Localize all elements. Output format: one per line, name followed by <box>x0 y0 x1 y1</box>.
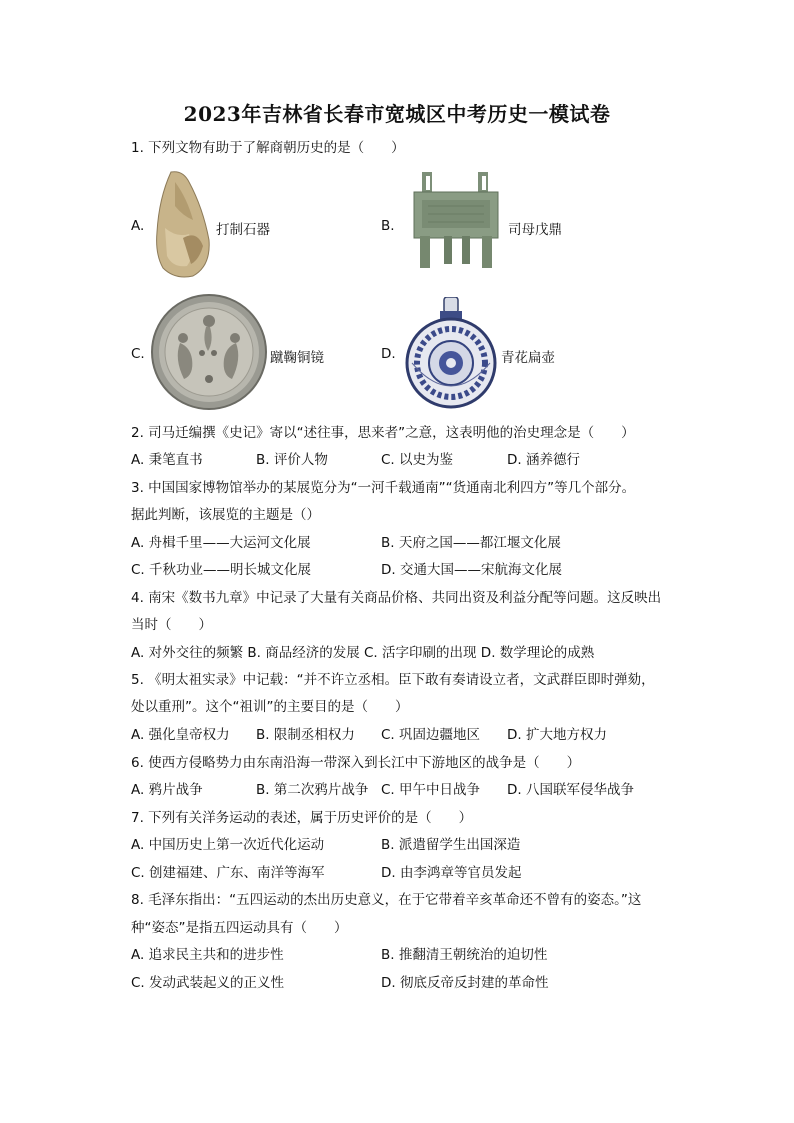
option-a-caption: 打制石器 <box>216 222 270 238</box>
q3-option-d: D. 交通大国——宋航海文化展 <box>381 562 562 578</box>
q3-option-c: C. 千秋功业——明长城文化展 <box>131 562 312 578</box>
q3-option-a: A. 舟楫千里——大运河文化展 <box>131 535 311 551</box>
question-4-stem-line1: 4. 南宋《数书九章》中记录了大量有关商品价格、共同出资及利益分配等问题。这反映出 <box>131 590 662 606</box>
question-8-stem-line2: 种“姿态”是指五四运动具有（ ） <box>131 920 348 936</box>
option-c-caption: 蹴鞠铜镜 <box>270 350 324 366</box>
q7-option-c: C. 创建福建、广东、南洋等海军 <box>131 865 325 881</box>
q4-options: A. 对外交往的频繁 B. 商品经济的发展 C. 活字印刷的出现 D. 数学理论的成熟 <box>131 645 595 661</box>
question-3-stem-line2: 据此判断，该展览的主题是（） <box>131 507 320 523</box>
q3-option-b: B. 天府之国——都江堰文化展 <box>381 535 561 551</box>
question-6-stem: 6. 使西方侵略势力由东南沿海一带深入到长江中下游地区的战争是（ ） <box>131 755 581 771</box>
q2-option-a: A. 秉笔直书 <box>131 452 203 468</box>
q2-option-d: D. 涵养德行 <box>507 452 580 468</box>
q2-option-c: C. 以史为鉴 <box>381 452 454 468</box>
q5-option-d: D. 扩大地方权力 <box>507 727 607 743</box>
q7-option-d: D. 由李鸿章等官员发起 <box>381 865 522 881</box>
q5-option-c: C. 巩固边疆地区 <box>381 727 481 743</box>
question-7-stem: 7. 下列有关洋务运动的表述，属于历史评价的是（ ） <box>131 810 473 826</box>
q6-option-c: C. 甲午中日战争 <box>381 782 481 798</box>
q6-option-b: B. 第二次鸦片战争 <box>256 782 369 798</box>
question-3-stem-line1: 3. 中国国家博物馆举办的某展览分为“一河千载通南”“货通南北利四方”等几个部分。 <box>131 480 636 496</box>
stone-tool-icon <box>153 168 213 280</box>
q8-option-b: B. 推翻清王朝统治的迫切性 <box>381 947 548 963</box>
bronze-mirror-icon <box>150 293 268 411</box>
bronze-ding-icon <box>408 170 504 270</box>
q2-option-b: B. 评价人物 <box>256 452 328 468</box>
q7-option-a: A. 中国历史上第一次近代化运动 <box>131 837 325 853</box>
porcelain-flask-icon <box>404 297 500 411</box>
q6-option-a: A. 鸦片战争 <box>131 782 203 798</box>
option-d-letter: D. <box>381 346 396 362</box>
q7-option-b: B. 派遣留学生出国深造 <box>381 837 521 853</box>
question-8-stem-line1: 8. 毛泽东指出：“五四运动的杰出历史意义，在于它带着辛亥革命还不曾有的姿态。”这 <box>131 892 642 908</box>
q6-option-d: D. 八国联军侵华战争 <box>507 782 634 798</box>
option-a-letter: A. <box>131 218 145 234</box>
option-d-caption: 青花扁壶 <box>501 350 555 366</box>
option-b-letter: B. <box>381 218 395 234</box>
question-2-stem: 2. 司马迁编撰《史记》寄以“述往事，思来者”之意，这表明他的治史理念是（ ） <box>131 425 635 441</box>
q8-option-a: A. 追求民主共和的进步性 <box>131 947 284 963</box>
q8-option-d: D. 彻底反帝反封建的革命性 <box>381 975 549 991</box>
question-5-stem-line2: 处以重刑”。这个“祖训”的主要目的是（ ） <box>131 699 409 715</box>
option-c-letter: C. <box>131 346 145 362</box>
option-b-caption: 司母戊鼎 <box>508 222 562 238</box>
q8-option-c: C. 发动武装起义的正义性 <box>131 975 285 991</box>
q5-option-a: A. 强化皇帝权力 <box>131 727 230 743</box>
question-5-stem-line1: 5. 《明太祖实录》中记载：“并不许立丞相。臣下敢有奏请设立者，文武群臣即时弹劾， <box>131 672 655 688</box>
q5-option-b: B. 限制丞相权力 <box>256 727 355 743</box>
question-4-stem-line2: 当时（ ） <box>131 617 212 633</box>
question-1-stem: 1. 下列文物有助于了解商朝历史的是（ ） <box>131 140 405 156</box>
page-title: 2023年吉林省长春市宽城区中考历史一模试卷 <box>183 102 611 126</box>
